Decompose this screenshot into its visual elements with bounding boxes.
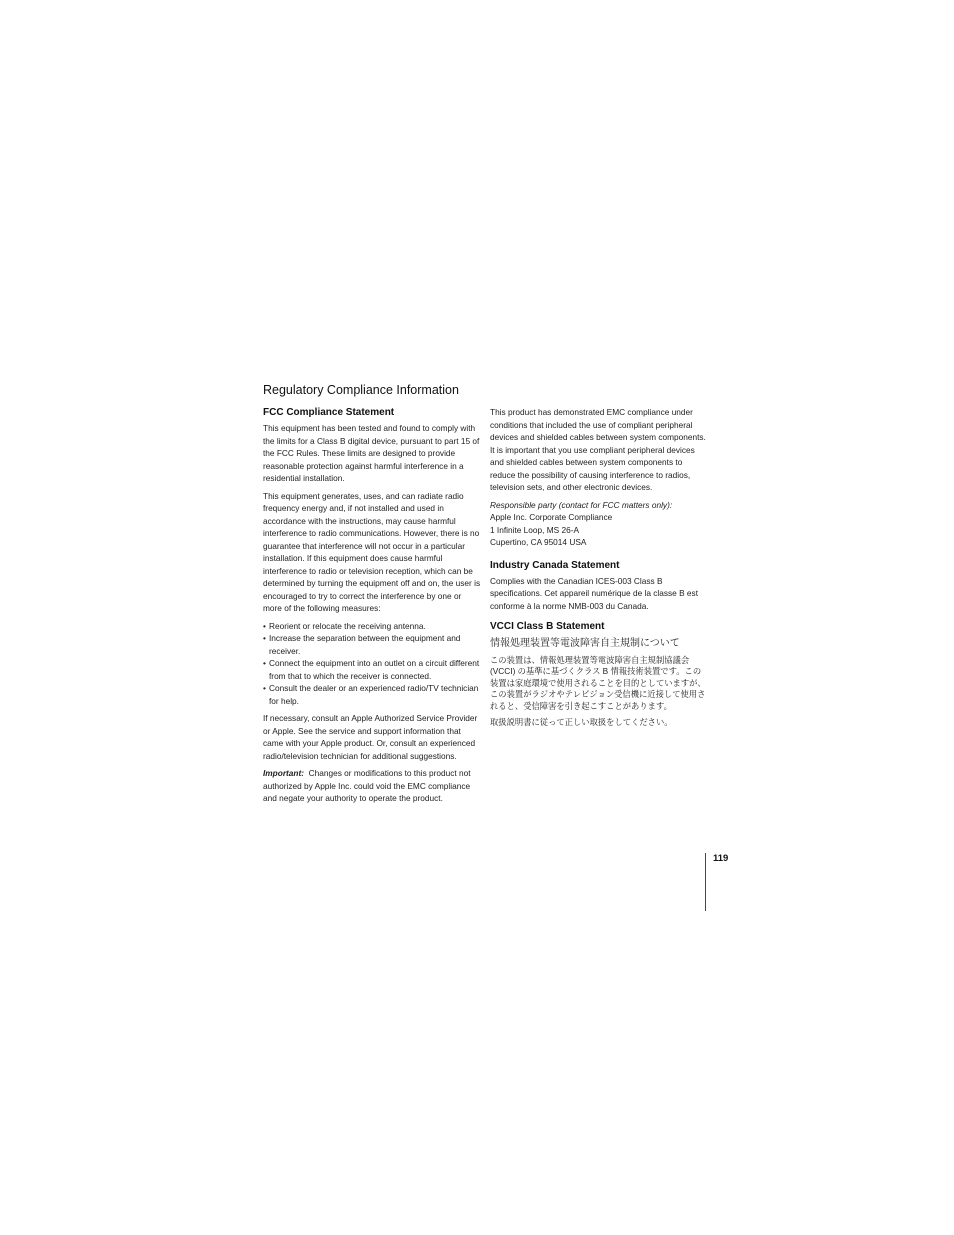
vcci-japanese-heading: 情報処理装置等電波障害自主規制について (490, 638, 680, 649)
list-item: • Increase the separation between the equipment and receiver. (263, 632, 481, 657)
important-note (263, 767, 481, 805)
address-block (490, 511, 708, 549)
list-item: • Connect the equipment into an outlet on a circuit different from that to which the receiver is connected. (263, 657, 481, 682)
list-item: • Consult the dealer or an experienced radio/TV technician for help. (263, 682, 481, 707)
fcc-paragraph-1: This equipment has been tested and found to comply with the limits for a Class B digital device, pursuant to part 15 of the FCC Rules. These limits are designed to provide reasonable protection against harmful interference in a residential installation. (263, 423, 480, 483)
page-title: Regulatory Compliance Information (263, 383, 459, 397)
industry-canada-heading: Industry Canada Statement (490, 559, 620, 571)
fcc-paragraph-4: This product has demonstrated EMC compliance under conditions that included the use of compliant peripheral devices and shielded cables between system components. It is important that you use compliant peripheral devices and shielded cables between system components to reduce the possibility of causing interference to radios, television sets, and other electronic devices. (490, 407, 706, 492)
address-line: Apple Inc. Corporate Compliance (490, 512, 613, 522)
vcci-heading: VCCI Class B Statement (490, 621, 605, 632)
fcc-paragraph-3: If necessary, consult an Apple Authorized Service Provider or Apple. See the service and support information that came with your Apple product. Or, consult an experienced radio/television technician for additional suggestions. (263, 713, 478, 761)
vcci-japanese-paragraph-1: この装置は、情報処理装置等電波障害自主規制協議会 (VCCI) の基準に基づくクラス B 情報技術装置です。この装置は家庭環境で使用されることを目的としていますが、この装置がラジオやテレビジョン受信機に近接して使用されると、受信障害を引き起こすことがあります。 (490, 655, 706, 711)
industry-canada-text: Complies with the Canadian ICES-003 Class B specifications. Cet appareil numérique de la classe B est conforme à la norme NMB-003 du Canada. (490, 575, 698, 611)
right-column (490, 406, 708, 733)
fcc-paragraph-2: This equipment generates, uses, and can radiate radio frequency energy and, if not installed and used in accordance with the instructions, may cause harmful interference to radio communications. However, there is no guarantee that interference will not occur in a particular installation. If this equipment does cause harmful interference to radio or television reception, which can be determined by turning the equipment off and on, the user is encouraged to try to correct the interference by one or more of the following measures: (263, 490, 481, 613)
address-line: Cupertino, CA 95014 USA (490, 537, 587, 547)
list-item: • Reorient or relocate the receiving antenna. (263, 620, 481, 633)
address-line: 1 Infinite Loop, MS 26-A (490, 524, 580, 535)
page-side-rule (705, 853, 706, 911)
important-label: Important: (263, 768, 305, 778)
responsible-party-label: Responsible party (contact for FCC matters only): (490, 499, 673, 510)
fcc-measures-list (263, 620, 481, 708)
page-number: 119 (713, 853, 729, 864)
important-text: Changes or modifications to this product not authorized by Apple Inc. could void the EMC compliance and negate your authority to operate the product. (263, 768, 471, 803)
left-column (263, 406, 481, 810)
vcci-japanese-paragraph-2: 取扱説明書に従って正しい取扱をしてください。 (490, 717, 673, 728)
fcc-heading: FCC Compliance Statement (263, 407, 395, 418)
